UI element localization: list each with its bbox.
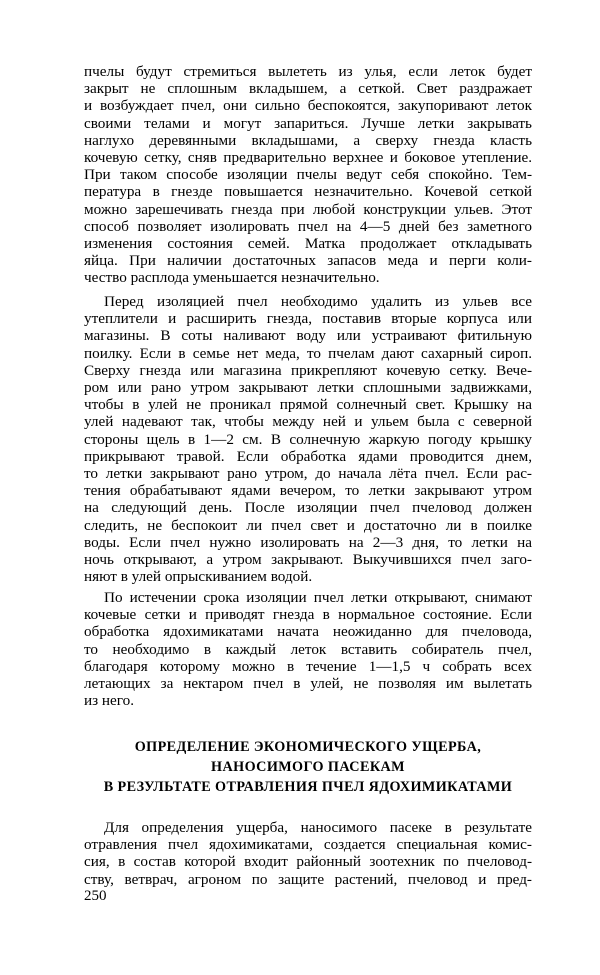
paragraph-1 [84, 63, 532, 287]
text-line: тения обрабатывают ядами вечером, то летки закрывают утром [84, 482, 532, 500]
text-line: кочевую сетку, сняв предварительно верхнее и боковое утепление. [84, 149, 532, 167]
text-line: то необходимо в каждый леток вставить собиратель пчел, [84, 640, 532, 658]
text-line: Для определения ущерба, наносимого пасеке в результате [104, 819, 532, 836]
page-number: 250 [84, 888, 107, 904]
text-line: Перед изоляцией пчел необходимо удалить из ульев все [104, 293, 532, 310]
text-line: то летки закрывают рано утром, до начала лёта пчел. Если рас- [84, 465, 532, 483]
text-line: на следующий день. После изоляции пчел пчеловод должен [84, 499, 532, 517]
text-line: кочевые сетки и приводят гнезда в нормальное состояние. Если [84, 606, 532, 624]
text-line: закрыт не сплошным вкладышем, а сеткой. Свет раздражает [84, 80, 532, 98]
heading-line: В РЕЗУЛЬТАТЕ ОТРАВЛЕНИЯ ПЧЕЛ ЯДОХИМИКАТАМИ [103, 779, 513, 795]
text-line: утеплители и расширить гнезда, поставив вторые корпуса или [84, 310, 532, 328]
text-line: ству, ветврач, агроном по защите растений, пчеловод и пред- [84, 870, 532, 888]
text-line: изменения состояния семей. Матка продолжает откладывать [84, 235, 532, 253]
text-line: сия, в состав которой входит районный зоотехник по пчеловод- [84, 853, 532, 871]
text-line: и возбуждает пчел, они сильно беспокоятся, закупоривают леток [84, 97, 532, 115]
text-line: При таком способе изоляции пчелы ведут себя спокойно. Тем- [84, 166, 532, 184]
text-line: няют в улей опрыскиванием водой. [84, 568, 313, 586]
heading-line: НАНОСИМОГО ПАСЕКАМ [211, 759, 405, 775]
text-line: пчелы будут стремиться вылететь из улья, если леток будет [84, 63, 532, 80]
text-line: отравления пчел ядохимикатами, создается специальная комис- [84, 836, 532, 854]
text-line: чество расплода уменьшается незначительно. [84, 269, 380, 287]
text-line: пература в гнезде повышается незначительно. Кочевой сеткой [84, 183, 532, 201]
section-heading [84, 737, 532, 797]
text-line: магазины. В соты наливают воду или устраивают фитильную [84, 327, 532, 345]
text-line: поилку. Если в семье нет меда, то пчелам дают сахарный сироп. [84, 344, 532, 362]
text-line: воды. Если пчел нужно изолировать на 2—3 дня, то летки на [84, 533, 532, 551]
paragraph-2 [84, 293, 532, 585]
text-line: можно зарешечивать гнезда при любой конструкции ульев. Этот [84, 200, 532, 218]
text-line: стороны щель в 1—2 см. В солнечную жаркую погоду крышку [84, 430, 532, 448]
text-line: ром или рано утром закрывают летки сплошными задвижками, [84, 379, 532, 397]
heading-line: ОПРЕДЕЛЕНИЕ ЭКОНОМИЧЕСКОГО УЩЕРБА, [134, 739, 482, 755]
text-line: По истечении срока изоляции пчел летки открывают, снимают [104, 589, 532, 606]
paragraph-3 [84, 589, 532, 709]
text-line: своими телами и могут запариться. Лучше летки закрывать [84, 114, 532, 132]
text-line: Сверху гнезда или магазина прикрепляют кочевую сетку. Вече- [84, 361, 532, 379]
text-line: яйца. При наличии достаточных запасов меда и перги коли- [84, 252, 532, 270]
text-line: чтобы в улей не проникал прямой солнечный свет. Крышку на [84, 396, 532, 414]
text-line: обработка ядохимикатами начата неожиданно для пчеловода, [84, 623, 532, 641]
text-line: следить, не беспокоит ли пчел свет и достаточно ли в поилке [84, 516, 532, 534]
text-line: прикрывают травой. Если обработка ядами проводится днем, [84, 447, 532, 465]
text-line: ночь открывают, а утром закрывают. Выкучившихся пчел заго- [84, 551, 532, 569]
text-line: наглухо деревянными вкладышами, а сверху гнезда класть [84, 131, 532, 149]
text-line: летающих за нектаром пчел в улей, не позволяя им вылетать [84, 675, 532, 693]
text-line: благодаря которому можно в течение 1—1,5 ч собрать всех [84, 657, 532, 675]
text-line: способ позволяет изолировать пчел на 4—5 дней без заметного [84, 217, 532, 235]
paragraph-4 [84, 819, 532, 888]
text-line: из него. [84, 692, 135, 710]
text-line: улей надевают так, чтобы между ней и ульем была с северной [84, 413, 532, 431]
